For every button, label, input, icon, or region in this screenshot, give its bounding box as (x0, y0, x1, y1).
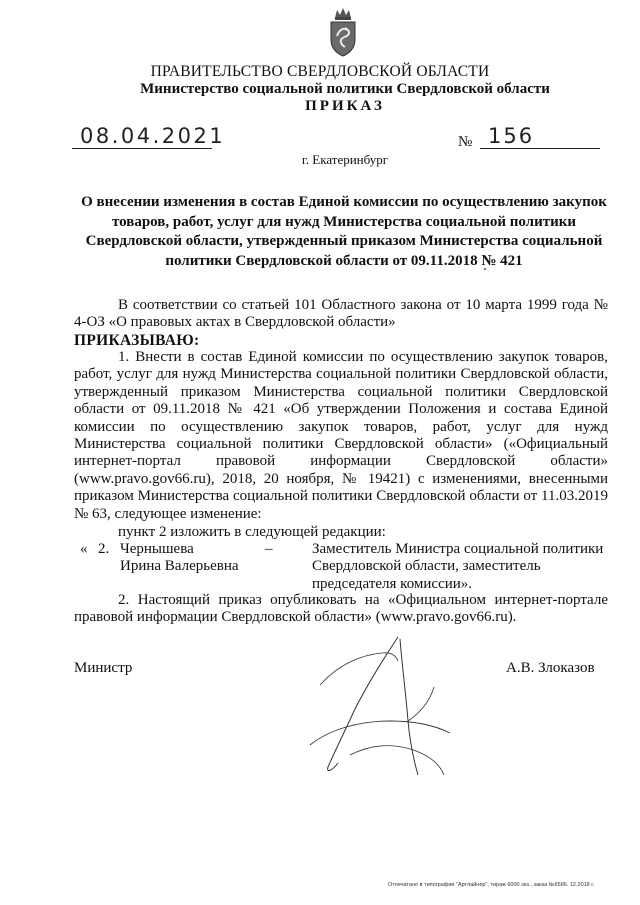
member-dash: – (265, 541, 273, 557)
order-date: 08.04.2021 (80, 124, 226, 148)
date-underline (72, 148, 212, 149)
signature-icon (290, 625, 470, 785)
item-1-paragraph: 1. Внести в состав Единой комиссии по осуществлению закупок товаров, работ, услуг для нужд Министерства социальной политики Свердловской области, утвержденный приказом Министерства социальной политики Свердловской области от 09.11.2018 № 421 «Об утверждении Положения и состава Единой комиссии по осуществлению закупок товаров, работ, услуг для нужд Министерства социальной политики Свердловской области» («Официальный интернет-портал правовой информации Свердловской области» (www.pravo.gov66.ru), 2018, 20 ноября, № 19421) с изменениями, внесенными приказом Министерства социальной политики Свердловской области от 11.03.2019 № 63, следующее изменение: (74, 349, 608, 522)
member-number: 2. (98, 541, 110, 557)
member-surname: Чернышева (120, 541, 194, 557)
city: г. Екатеринбург (301, 152, 389, 167)
subitem-line: пункт 2 изложить в следующей редакции: (118, 524, 386, 540)
number-sign: № (458, 134, 473, 150)
print-imprint: Отпечатано в типографии "Артлайнер", тираж 6000 экз., заказ №6586. 12.2018 г. (388, 882, 595, 888)
order-word: ПРИКАЗЫВАЮ: (74, 332, 200, 349)
ministry-name: Министерство социальной политики Свердловской области (140, 81, 550, 97)
item-2-paragraph: 2. Настоящий приказ опубликовать на «Официальном интернет-портале правовой информации Свердловской области» (www.pravo.gov66.ru). (74, 592, 608, 626)
member-quote-open: « (80, 541, 88, 557)
order-number: 156 (488, 124, 535, 148)
member-position: Заместитель Министра социальной политики Свердловской области, заместитель председателя комиссии». (312, 541, 604, 592)
document-type: ПРИКАЗ (305, 98, 385, 114)
stray-dot (484, 268, 486, 270)
member-given-names: Ирина Валерьевна (120, 558, 239, 574)
number-underline (480, 148, 600, 149)
document-title: О внесении изменения в состав Единой комиссии по осуществлению закупок товаров, работ, услуг для нужд Министерства социальной политики Свердловской области, утвержденный приказом Министерства социальной политики Свердловской области от 09.11.2018 № 421 (81, 194, 607, 269)
intro-paragraph: В соответствии со статьей 101 Областного закона от 10 марта 1999 года № 4-ОЗ «О правовых актах в Свердловской области» (74, 297, 608, 331)
signatory-name: А.В. Злоказов (506, 660, 595, 676)
coat-of-arms-icon (326, 6, 360, 58)
signatory-role: Министр (74, 660, 133, 676)
government-name: ПРАВИТЕЛЬСТВО СВЕРДЛОВСКОЙ ОБЛАСТИ (150, 63, 490, 80)
